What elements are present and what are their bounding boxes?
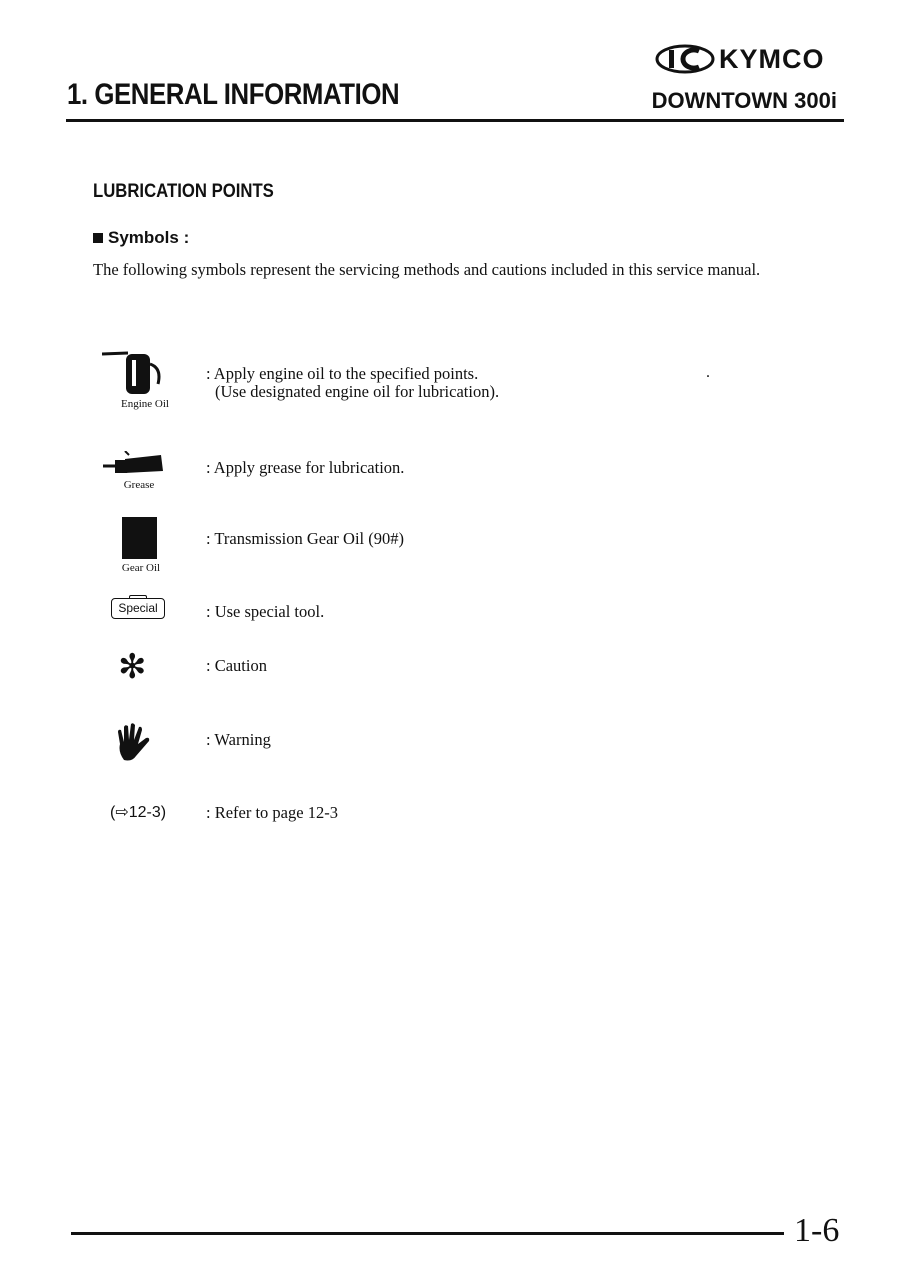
gear-oil-caption: Gear Oil	[121, 562, 161, 574]
grease-caption: Grease	[123, 479, 155, 491]
page-reference-description: : Refer to page 12-3	[206, 803, 338, 822]
caution-asterisk-icon: ✻	[118, 647, 147, 687]
warning-hand-icon	[114, 722, 156, 767]
warning-description: : Warning	[206, 730, 271, 749]
engine-oil-can-icon	[102, 350, 164, 401]
engine-oil-trailing-dot: .	[706, 364, 710, 381]
brand-logo	[655, 44, 825, 74]
header-divider	[66, 119, 844, 122]
gear-oil-container-icon	[122, 517, 157, 559]
page-reference-symbol: (⇨12-3)	[110, 804, 167, 821]
caution-description: : Caution	[206, 656, 267, 675]
footer-divider	[71, 1232, 784, 1235]
gear-oil-description: : Transmission Gear Oil (90#)	[206, 529, 404, 548]
engine-oil-note: (Use designated engine oil for lubrication).	[215, 382, 500, 401]
symbols-heading-label: Symbols :	[108, 228, 190, 247]
intro-text: The following symbols represent the servicing methods and cautions included in this service manual.	[93, 260, 761, 279]
engine-oil-description: : Apply engine oil to the specified points.	[206, 364, 479, 383]
special-tool-description: : Use special tool.	[206, 602, 325, 621]
brand-name: KYMCO	[719, 43, 825, 74]
symbols-heading	[93, 228, 189, 248]
special-tool-icon: Special	[111, 598, 165, 619]
model-name: DOWNTOWN 300i	[651, 88, 837, 113]
kymco-emblem-icon	[655, 44, 715, 74]
page-title: 1. GENERAL INFORMATION	[67, 78, 400, 111]
grease-gun-icon	[103, 451, 165, 482]
page-number: 1-6	[794, 1212, 840, 1249]
square-bullet-icon	[93, 233, 103, 243]
section-heading: LUBRICATION POINTS	[93, 181, 274, 202]
grease-description: : Apply grease for lubrication.	[206, 458, 405, 477]
engine-oil-caption: Engine Oil	[121, 398, 169, 410]
